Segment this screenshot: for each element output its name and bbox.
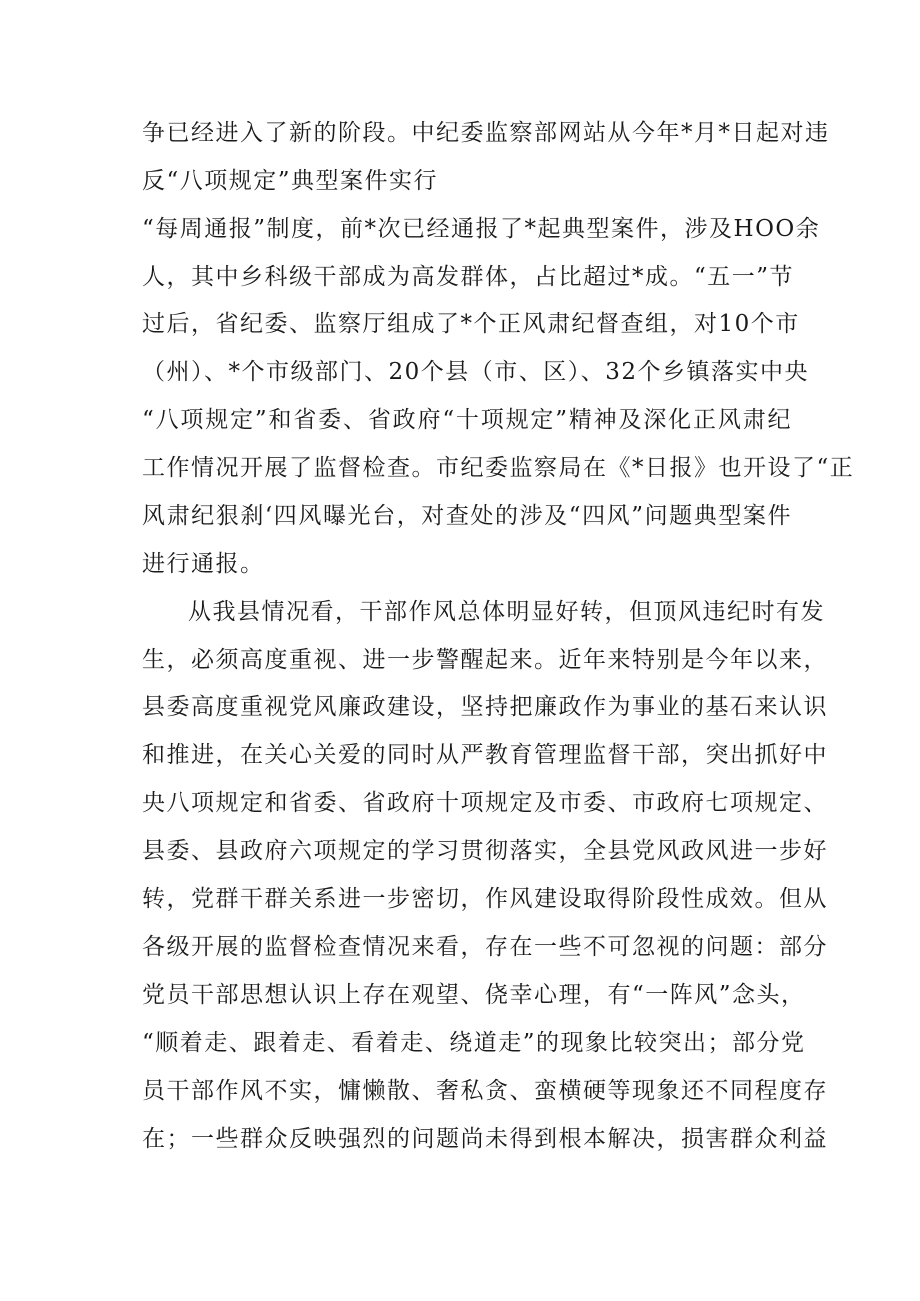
text-line: 争已经进入了新的阶段。中纪委监察部网站从今年*月*日起对违 bbox=[142, 120, 830, 146]
text-line: 各级开展的监督检查情况来看，存在一些不可忽视的问题：部分 bbox=[142, 934, 828, 960]
text-line: 风肃纪狠刹‘四风曝光台，对查处的涉及“四风”问题典型案件 bbox=[142, 503, 792, 529]
text-line: 员干部作风不实，慵懒散、奢私贪、蛮横硬等现象还不同程度存 bbox=[142, 1078, 828, 1104]
text-line: 县委高度重视党风廉政建设，坚持把廉政作为事业的基石来认识 bbox=[142, 694, 828, 720]
paragraph-first-line: 从我县情况看，干部作风总体明显好转，但顶风违纪时有发 bbox=[188, 599, 825, 625]
text-line: 党员干部思想认识上存在观望、侥幸心理，有“一阵风”念头， bbox=[142, 982, 806, 1008]
text-line: 在；一些群众反映强烈的问题尚未得到根本解决，损害群众利益 bbox=[142, 1126, 828, 1152]
text-line: 县委、县政府六项规定的学习贯彻落实，全县党风政风进一步好 bbox=[142, 838, 828, 864]
text-line: 进行通报。 bbox=[142, 551, 265, 577]
text-line: “八项规定”和省委、省政府“十项规定”精神及深化正风肃纪 bbox=[142, 407, 792, 433]
text-line: “顺着走、跟着走、看着走、绕道走”的现象比较突出；部分党 bbox=[142, 1030, 806, 1056]
text-line: 工作情况开展了监督检查。市纪委监察局在《*日报》也开设了“正 bbox=[142, 455, 855, 481]
text-line: （州）、*个市级部门、20个县（市、区）、32个乡镇落实中央 bbox=[142, 359, 810, 385]
text-line: 转，党群干群关系进一步密切，作风建设取得阶段性成效。但从 bbox=[142, 886, 828, 912]
text-line: 过后，省纪委、监察厅组成了*个正风肃纪督查组，对10个市 bbox=[142, 311, 800, 337]
text-line: 和推进，在关心关爱的同时从严教育管理监督干部，突出抓好中 bbox=[142, 742, 828, 768]
text-line: 反“八项规定”典型案件实行 bbox=[142, 168, 439, 194]
text-line: 人，其中乡科级干部成为高发群体，占比超过*成。“五一”节 bbox=[142, 264, 795, 290]
text-line: “每周通报”制度，前*次已经通报了*起典型案件，涉及HOO余 bbox=[142, 216, 821, 242]
text-line: 央八项规定和省委、省政府十项规定及市委、市政府七项规定、 bbox=[142, 790, 828, 816]
text-line: 生，必须高度重视、进一步警醒起来。近年来特别是今年以来， bbox=[142, 647, 828, 673]
